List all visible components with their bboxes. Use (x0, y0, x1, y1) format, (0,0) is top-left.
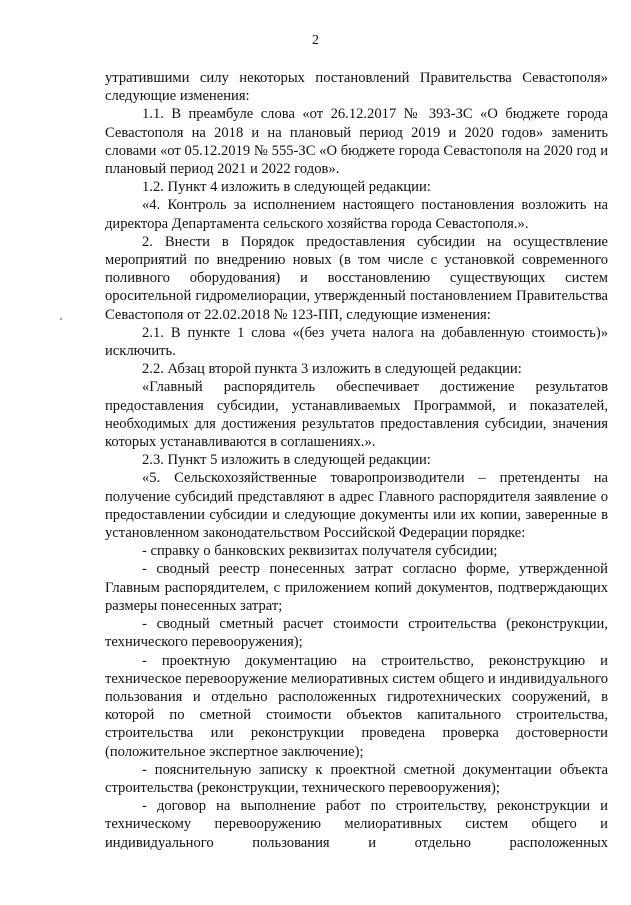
paragraph: - договор на выполнение работ по строительству, реконструкции и техническому перевооружению мелиоративных систем общего и индивидуального пользования и отдельно расположенных (105, 798, 608, 851)
paragraph: 1.2. Пункт 4 изложить в следующей редакции: (142, 179, 431, 196)
paragraph: утратившими силу некоторых постановлений Правительства Севастополя» следующие изменения: (105, 70, 608, 105)
page-number: 2 (312, 33, 319, 48)
paragraph: «4. Контроль за исполнением настоящего постановления возложить на директора Департамента сельского хозяйства города Севастополя.». (105, 197, 608, 232)
document-body (105, 69, 608, 852)
paragraph: - справку о банковских реквизитах получателя субсидии; (142, 543, 498, 560)
paragraph: - проектную документацию на строительство, реконструкцию и техническое перевооружение мелиоративных систем общего и индивидуального пользования и отдельно расположенных гидротехнических сооружений, в которой по сметной стоимости объектов капитального строительства, строительства или реконструкции проведена проверка достоверности (положительное экспертное заключение); (105, 652, 608, 760)
paragraph: - сводный сметный расчет стоимости строительства (реконструкции, технического перевооружения); (105, 616, 608, 651)
margin-mark (60, 318, 62, 320)
paragraph: - сводный реестр понесенных затрат согласно форме, утвержденной Главным распорядителем, с приложением копий документов, подтверждающих размеры понесенных затрат; (105, 561, 608, 614)
paragraph: 2.3. Пункт 5 изложить в следующей редакции: (142, 452, 431, 469)
paragraph: 2.2. Абзац второй пункта 3 изложить в следующей редакции: (142, 361, 522, 378)
paragraph: 2. Внести в Порядок предоставления субсидии на осуществление мероприятий по внедрению новых (в том числе с установкой современного поливного оборудования) и восстановлению существующих систем оросительной гидромелиорации, утвержденный постановлением Правительства Севастополя от 22.02.2018 № 123-ПП, следующие изменения: (105, 233, 608, 323)
paragraph: 1.1. В преамбуле слова «от 26.12.2017 № 393-ЗС «О бюджете города Севастополя на 2018 и на плановый период 2019 и 2020 годов» заменить словами «от 05.12.2019 № 555-ЗС «О бюджете города Севастополя на 2020 год и плановый период 2021 и 2022 годов». (105, 106, 608, 178)
paragraph: 2.1. В пункте 1 слова «(без учета налога на добавленную стоимость)» исключить. (105, 324, 608, 360)
paragraph: - пояснительную записку к проектной сметной документации объекта строительства (реконструкции, технического перевооружения); (105, 761, 608, 796)
paragraph: «Главный распорядитель обеспечивает достижение результатов предоставления субсидии, устанавливаемых Программой, и показателей, необходимых для достижения результатов предоставления субсидии, значения которых устанавливаются в соглашениях.». (105, 379, 608, 451)
paragraph: «5. Сельскохозяйственные товаропроизводители – претенденты на получение субсидий представляют в адрес Главного распорядителя заявление о предоставлении субсидии и следующие документы или их копии, заверенные в установленном законодательством Российской Федерации порядке: (105, 470, 608, 542)
